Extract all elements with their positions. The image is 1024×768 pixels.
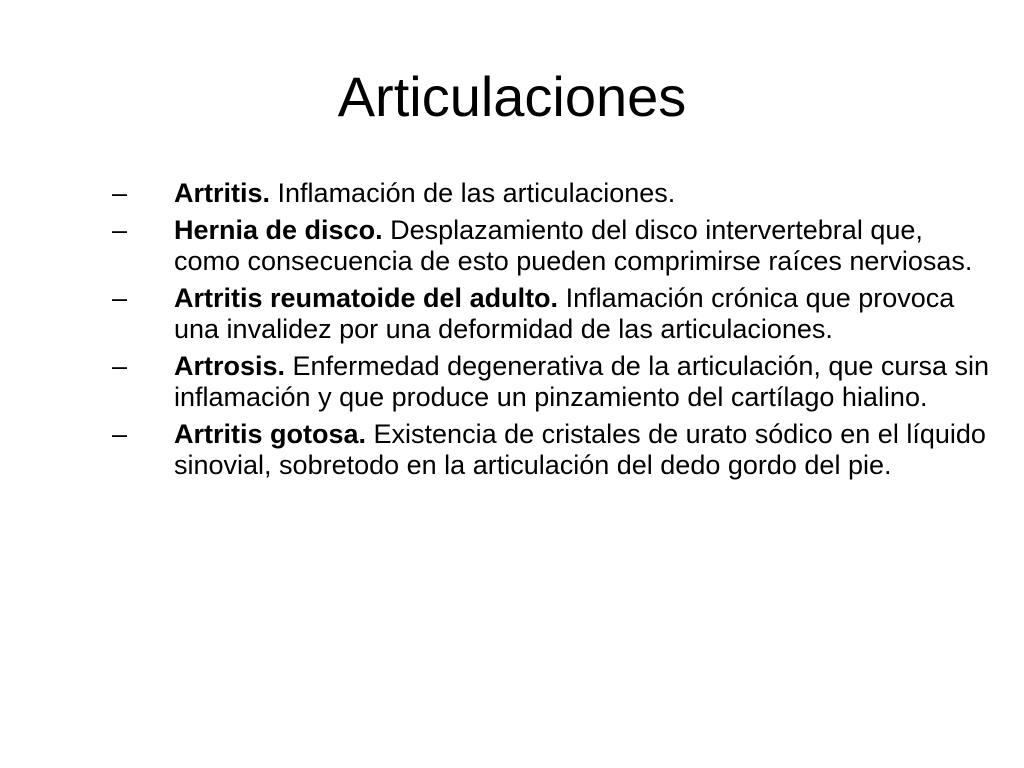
- definition-text: Enfermedad degenerativa de la articulación, que cursa sin inflamación y que produce un pinzamiento del cartílago hialino.: [174, 351, 989, 412]
- term-label: Artritis gotosa.: [174, 419, 367, 449]
- bullet-list: [112, 178, 992, 487]
- definition-text: Inflamación de las articulaciones.: [270, 178, 676, 208]
- list-item-artrosis: [112, 351, 992, 413]
- definition-text: Inflamación crónica que provoca una invalidez por una deformidad de las articulaciones.: [174, 283, 955, 344]
- dash-bullet: –: [112, 178, 128, 208]
- dash-bullet: –: [112, 283, 128, 313]
- dash-bullet: –: [112, 215, 128, 245]
- term-label: Artritis reumatoide del adulto.: [174, 283, 559, 313]
- term-label: Hernia de disco.: [174, 215, 383, 245]
- dash-bullet: –: [112, 419, 128, 449]
- term-label: Artritis.: [174, 178, 271, 208]
- definition-text: Desplazamiento del disco intervertebral que, como consecuencia de esto pueden comprimirse raíces nerviosas.: [174, 215, 973, 276]
- definition-text: Existencia de cristales de urato sódico en el líquido sinovial, sobretodo en la articulación del dedo gordo del pie.: [174, 419, 986, 480]
- dash-bullet: –: [112, 351, 128, 381]
- slide-title: Articulaciones: [337, 65, 687, 128]
- term-label: Artrosis.: [174, 351, 286, 381]
- list-item-artritis: [112, 178, 992, 209]
- list-item-artritis-reumatoide: [112, 283, 992, 345]
- list-item-hernia-de-disco: [112, 215, 992, 277]
- list-item-artritis-gotosa: [112, 419, 992, 481]
